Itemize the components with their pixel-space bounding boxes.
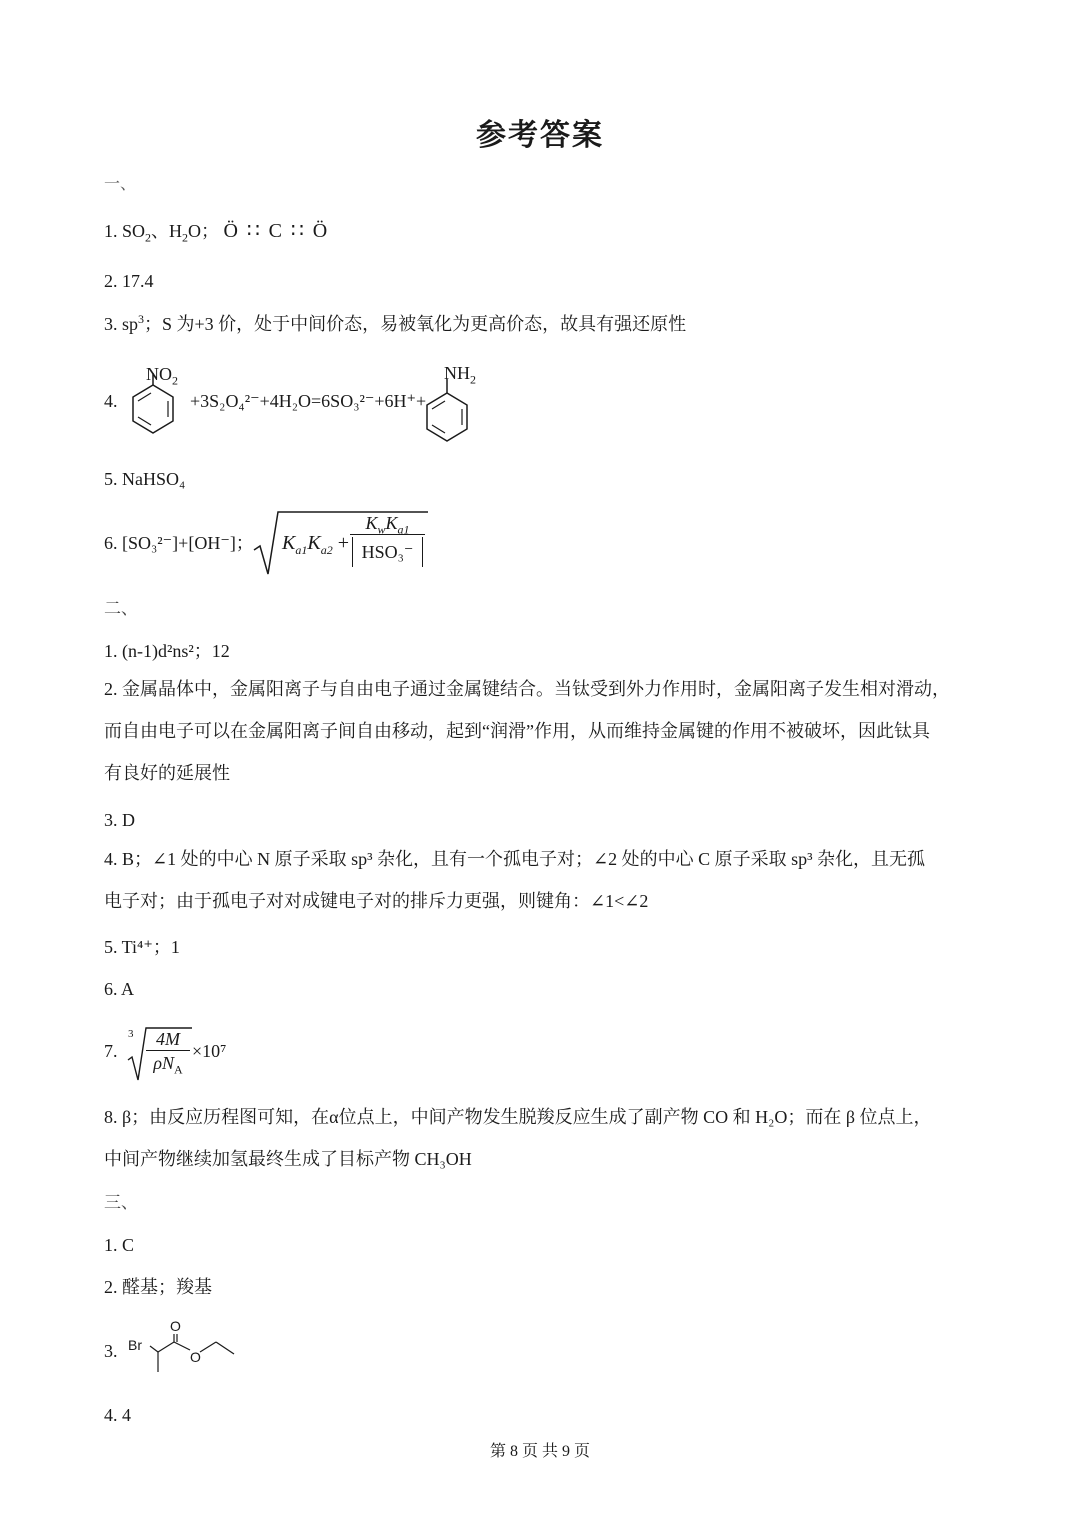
answer-2-7-number: 7. bbox=[104, 1041, 118, 1061]
answer-3-2: 2. 醛基；羧基 bbox=[104, 1277, 212, 1297]
fraction-denominator: HSO₃⁻ bbox=[352, 537, 423, 567]
ester-oxygen-label: O bbox=[190, 1349, 201, 1365]
carbonyl-oxygen-label: O bbox=[170, 1318, 181, 1334]
no2-text: NO bbox=[146, 364, 172, 384]
a1-sub2: 2 bbox=[182, 230, 189, 245]
answer-1-1 bbox=[104, 218, 329, 244]
answer-1-4-number: 4. bbox=[104, 391, 118, 411]
answer-2-5: 5. Ti⁴⁺；1 bbox=[104, 937, 180, 957]
na-sub: A bbox=[173, 1062, 183, 1077]
answer-1-2: 2. 17.4 bbox=[104, 271, 154, 291]
a3-text-post: ；S 为+3 价，处于中间价态，易被氧化为更高价态，故具有强还原性 bbox=[144, 314, 687, 334]
page-title: 参考答案 bbox=[476, 119, 604, 152]
answer-2-2-line: 2. 金属晶体中，金属阳离子与自由电子通过金属键结合。当钛受到外力作用时，金属阳离子发生相对滑动， bbox=[104, 679, 950, 699]
section-2-heading: 二、 bbox=[104, 599, 138, 618]
answer-2-4-line: 4. B；∠1 处的中心 N 原子采取 sp³ 杂化，且有一个孤电子对；∠2 处的中心 C 原子采取 sp³ 杂化，且无孤 bbox=[104, 849, 925, 869]
co2-lewis-structure: Ö ∷ C ∷ Ö bbox=[223, 220, 330, 242]
answer-2-4-line: 电子对；由于孤电子对对成键电子对的排斥力更强，则键角：∠1<∠2 bbox=[104, 891, 649, 911]
section-1-heading: 一、 bbox=[104, 176, 137, 193]
ka2-sub: a2 bbox=[320, 543, 333, 557]
ka1-sub: a1 bbox=[295, 543, 308, 557]
answer-2-4 bbox=[104, 838, 984, 922]
plus-sign: + bbox=[337, 532, 349, 554]
ka2-symbol: K bbox=[307, 532, 321, 554]
answer-2-6: 6. A bbox=[104, 979, 135, 999]
answer-2-7-fraction bbox=[146, 1028, 190, 1075]
fraction-numerator bbox=[350, 512, 425, 535]
answer-2-2-line: 有良好的延展性 bbox=[104, 763, 230, 783]
answer-3-4: 4. 4 bbox=[104, 1405, 131, 1425]
no2-label bbox=[146, 361, 178, 387]
no2-sub: 2 bbox=[172, 373, 178, 388]
answer-1-4-equation: +3S₂O₄²⁻+4H₂O=6SO₃²⁻+6H⁺+ bbox=[190, 391, 427, 411]
page-footer: 第 8 页 共 9 页 bbox=[489, 1443, 590, 1460]
ethyl-2-bromopropanoate-structure bbox=[140, 1320, 250, 1380]
ka1-sub-2: a1 bbox=[397, 522, 410, 537]
kw-sub: w bbox=[377, 522, 386, 537]
answer-3-3-number: 3. bbox=[104, 1341, 118, 1361]
answer-1-3 bbox=[104, 311, 686, 337]
section-3-heading: 三、 bbox=[104, 1193, 138, 1212]
answer-2-8 bbox=[104, 1096, 984, 1180]
cube-root-index: 3 bbox=[128, 1028, 134, 1040]
answer-1-5: 5. NaHSO₄ bbox=[104, 469, 186, 489]
a3-sup: 3 bbox=[138, 312, 145, 326]
answer-2-7-tail: ×10⁷ bbox=[192, 1041, 227, 1061]
ka1-symbol-2: K bbox=[385, 513, 398, 533]
rho-na: ρN bbox=[153, 1053, 174, 1073]
answer-2-8-line: 8. β；由反应历程图可知，在α位点上，中间产物发生脱羧反应生成了副产物 CO 和 H₂O；而在 β 位点上， bbox=[104, 1107, 932, 1127]
a1-sub: 2 bbox=[145, 230, 152, 245]
nh2-sub: 2 bbox=[470, 372, 476, 387]
answer-3-1: 1. C bbox=[104, 1235, 135, 1255]
answer-1-6-fraction bbox=[350, 512, 425, 567]
answer-2-8-line: 中间产物继续加氢最终生成了目标产物 CH₃OH bbox=[104, 1149, 472, 1169]
bromine-label: Br bbox=[128, 1337, 142, 1353]
kw-symbol: K bbox=[365, 513, 378, 533]
a1-text-end: O； bbox=[188, 221, 220, 241]
nh2-text: NH bbox=[444, 363, 470, 383]
answer-2-2-line: 而自由电子可以在金属阳离子间自由移动，起到“润滑”作用，从而维持金属键的作用不被破坏，因此钛具 bbox=[104, 721, 930, 741]
a1-text-mid: 、H bbox=[151, 221, 183, 241]
answer-2-1: 1. (n-1)d²ns²；12 bbox=[104, 641, 230, 661]
answer-1-6-text: 6. [SO₃²⁻]+[OH⁻]； bbox=[104, 533, 254, 553]
a1-text: 1. SO bbox=[104, 221, 146, 241]
a7-numerator: 4M bbox=[146, 1028, 190, 1051]
answer-1-6-expression bbox=[282, 530, 349, 556]
a3-text: 3. sp bbox=[104, 314, 139, 334]
a7-denominator bbox=[146, 1051, 190, 1075]
answer-2-3: 3. D bbox=[104, 810, 135, 830]
answer-2-2 bbox=[104, 668, 984, 794]
nh2-label bbox=[444, 360, 476, 386]
ka1-symbol: K bbox=[282, 532, 296, 554]
